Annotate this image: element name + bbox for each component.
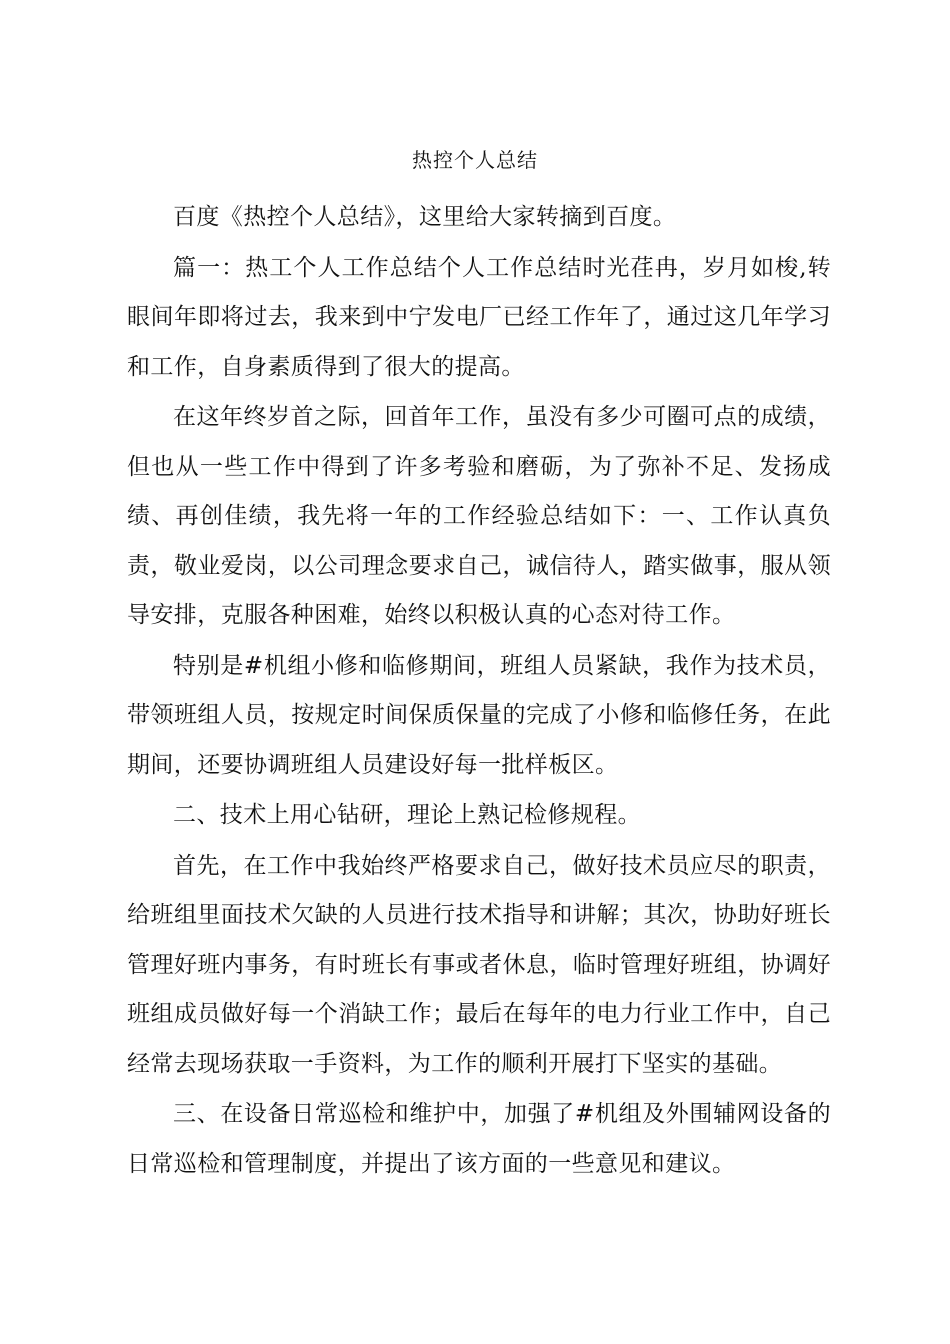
paragraph-maintenance-period: 特别是#机组小修和临修期间，班组人员紧缺，我作为技术员，带领班组人员，按规定时间保质保量的完成了小修和临修任务，在此期间，还要协调班组人员建设好每一批样板区。 [127, 652, 831, 778]
paragraph-year-end-review: 在这年终岁首之际，回首年工作，虽没有多少可圈可点的成绩，但也从一些工作中得到了许多考验和磨砺，为了弥补不足、发扬成绩、再创佳绩，我先将一年的工作经验总结如下：一、工作认真负责，敬业爱岗，以公司理念要求自己，诚信待人，踏实做事，服从领导安排，克服各种困难，始终以积极认真的心态对待工作。 [127, 404, 831, 628]
paragraph-intro: 百度《热控个人总结》，这里给大家转摘到百度。 [173, 204, 677, 230]
document-body [127, 193, 831, 1190]
paragraph-section-two-heading: 二、技术上用心钻研，理论上熟记检修规程。 [173, 802, 641, 828]
paragraph-section-three: 三、在设备日常巡检和维护中，加强了#机组及外围辅网设备的日常巡检和管理制度，并提出了该方面的一些意见和建议。 [127, 1101, 831, 1177]
paragraph-technical-duties: 首先，在工作中我始终严格要求自己，做好技术员应尽的职责，给班组里面技术欠缺的人员进行技术指导和讲解；其次，协助好班长管理好班内事务，有时班长有事或者休息，临时管理好班组，协调好班组成员做好每一个消缺工作；最后在每年的电力行业工作中，自己经常去现场获取一手资料，为工作的顺利开展打下坚实的基础。 [127, 852, 831, 1077]
paragraph-part-one: 篇一：热工个人工作总结个人工作总结时光荏冉，岁月如梭,转眼间年即将过去，我来到中宁发电厂已经工作年了，通过这几年学习和工作，自身素质得到了很大的提高。 [127, 254, 831, 380]
document-title: 热控个人总结 [412, 148, 538, 172]
